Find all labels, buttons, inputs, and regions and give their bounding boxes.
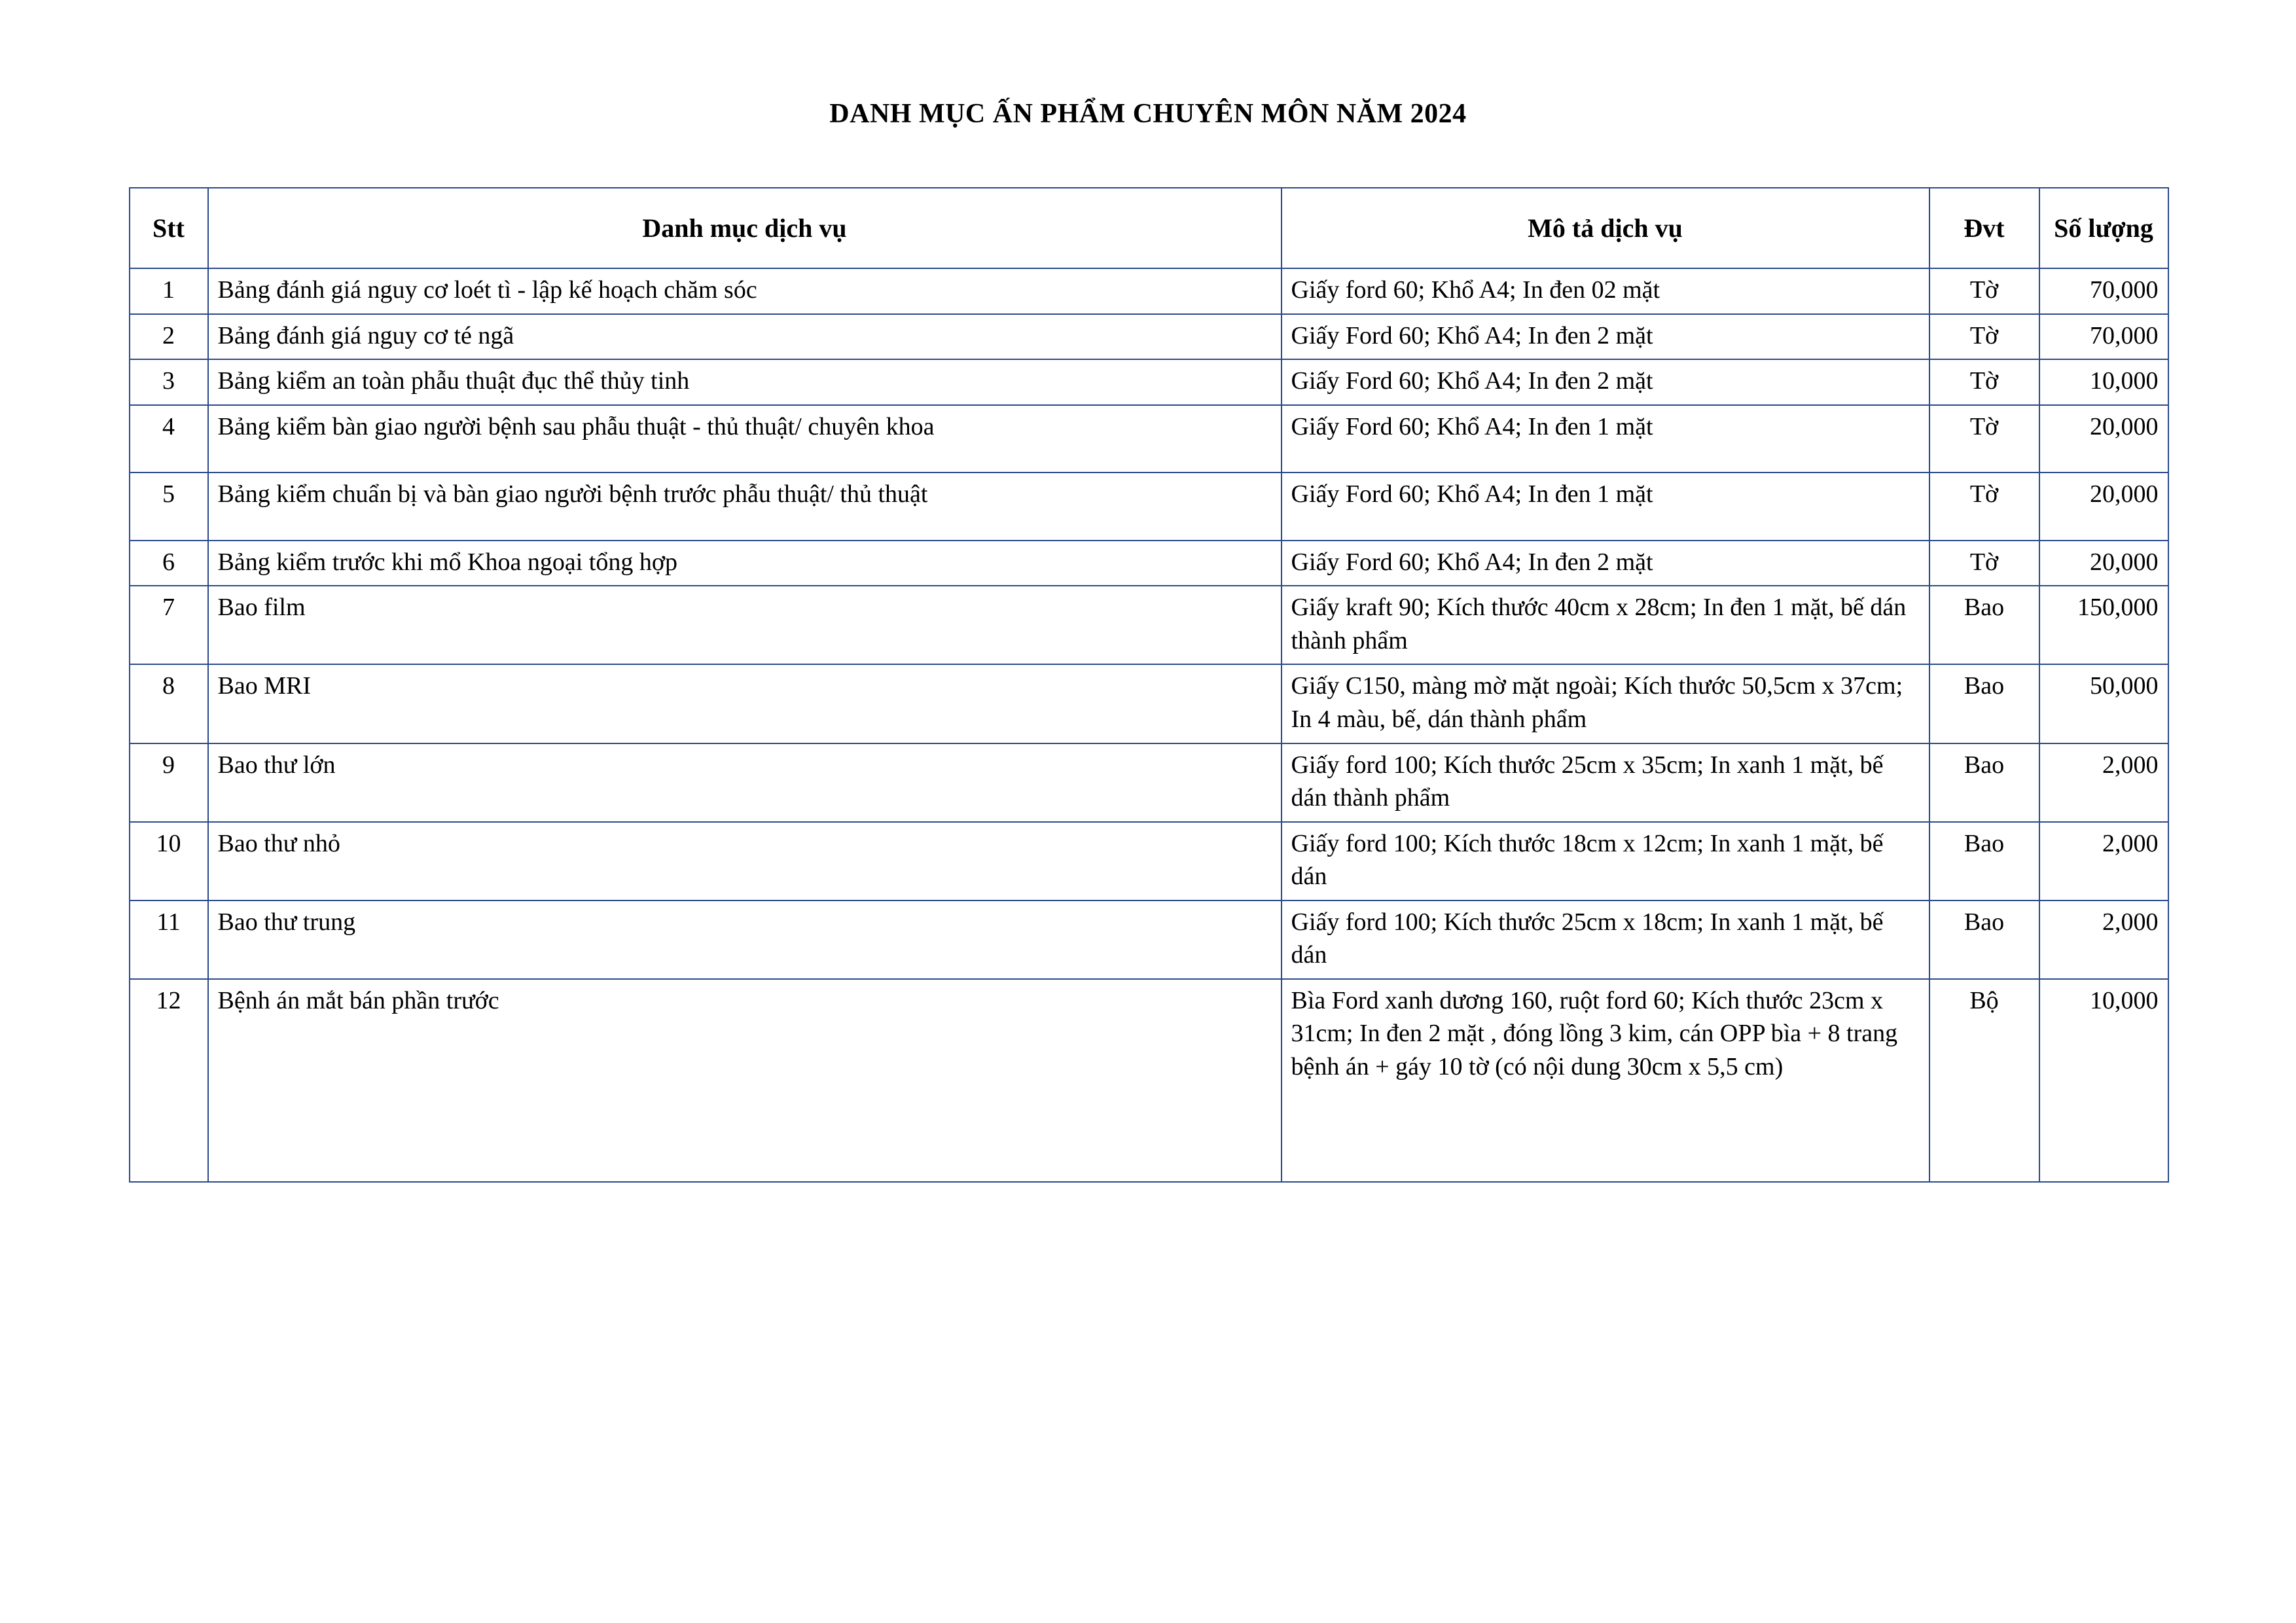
table-row <box>130 541 2168 586</box>
cell-stt: 11 <box>130 901 208 979</box>
table-row <box>130 405 2168 473</box>
cell-name: Bảng đánh giá nguy cơ loét tì - lập kế hoạch chăm sóc <box>208 268 1282 314</box>
catalog-table <box>129 187 2169 1183</box>
page-title: DANH MỤC ẤN PHẨM CHUYÊN MÔN NĂM 2024 <box>829 99 1467 129</box>
cell-unit: Tờ <box>1929 405 2039 473</box>
cell-name: Bảng kiểm bàn giao người bệnh sau phẫu thuật - thủ thuật/ chuyên khoa <box>208 405 1282 473</box>
cell-desc: Giấy ford 100; Kích thước 25cm x 35cm; In xanh 1 mặt, bế dán thành phẩm <box>1282 743 1929 822</box>
table-row <box>130 743 2168 822</box>
cell-desc: Giấy C150, màng mờ mặt ngoài; Kích thước 50,5cm x 37cm; In 4 màu, bế, dán thành phẩm <box>1282 664 1929 743</box>
column-header-qty: Số lượng <box>2039 188 2168 268</box>
cell-name: Bệnh án mắt bán phần trước <box>208 979 1282 1183</box>
cell-desc: Giấy Ford 60; Khổ A4; In đen 2 mặt <box>1282 314 1929 360</box>
cell-name: Bảng kiểm chuẩn bị và bàn giao người bệnh trước phẫu thuật/ thủ thuật <box>208 473 1282 541</box>
cell-stt: 3 <box>130 359 208 405</box>
cell-stt: 5 <box>130 473 208 541</box>
cell-desc: Giấy ford 100; Kích thước 18cm x 12cm; In xanh 1 mặt, bế dán <box>1282 822 1929 901</box>
table-header-row <box>130 188 2168 268</box>
cell-qty: 70,000 <box>2039 268 2168 314</box>
cell-desc: Giấy ford 100; Kích thước 25cm x 18cm; In xanh 1 mặt, bế dán <box>1282 901 1929 979</box>
cell-qty: 50,000 <box>2039 664 2168 743</box>
table-row <box>130 359 2168 405</box>
column-header-unit: Đvt <box>1929 188 2039 268</box>
table-row <box>130 664 2168 743</box>
cell-unit: Tờ <box>1929 541 2039 586</box>
cell-qty: 2,000 <box>2039 901 2168 979</box>
cell-name: Bao thư lớn <box>208 743 1282 822</box>
cell-name: Bao MRI <box>208 664 1282 743</box>
table-row <box>130 901 2168 979</box>
cell-desc: Giấy ford 60; Khổ A4; In đen 02 mặt <box>1282 268 1929 314</box>
cell-desc: Giấy Ford 60; Khổ A4; In đen 1 mặt <box>1282 473 1929 541</box>
cell-stt: 12 <box>130 979 208 1183</box>
cell-qty: 10,000 <box>2039 979 2168 1183</box>
cell-unit: Bao <box>1929 664 2039 743</box>
cell-unit: Bao <box>1929 901 2039 979</box>
cell-qty: 20,000 <box>2039 541 2168 586</box>
cell-unit: Tờ <box>1929 359 2039 405</box>
cell-stt: 7 <box>130 586 208 664</box>
cell-unit: Bao <box>1929 822 2039 901</box>
cell-stt: 1 <box>130 268 208 314</box>
cell-qty: 20,000 <box>2039 473 2168 541</box>
table-row <box>130 979 2168 1183</box>
table-row <box>130 822 2168 901</box>
cell-stt: 6 <box>130 541 208 586</box>
table-row <box>130 314 2168 360</box>
table-row <box>130 586 2168 664</box>
cell-name: Bảng kiểm trước khi mổ Khoa ngoại tổng hợp <box>208 541 1282 586</box>
catalog-table-container <box>129 187 2168 1183</box>
cell-qty: 10,000 <box>2039 359 2168 405</box>
cell-unit: Tờ <box>1929 473 2039 541</box>
cell-desc: Bìa Ford xanh dương 160, ruột ford 60; Kích thước 23cm x 31cm; In đen 2 mặt , đóng lồng 3 kim, cán OPP bìa + 8 trang bệnh án + gáy 10 tờ (có nội dung 30cm x 5,5 cm) <box>1282 979 1929 1183</box>
cell-unit: Tờ <box>1929 314 2039 360</box>
cell-stt: 2 <box>130 314 208 360</box>
cell-name: Bao thư nhỏ <box>208 822 1282 901</box>
column-header-stt: Stt <box>130 188 208 268</box>
cell-qty: 150,000 <box>2039 586 2168 664</box>
column-header-desc: Mô tả dịch vụ <box>1282 188 1929 268</box>
cell-stt: 9 <box>130 743 208 822</box>
cell-qty: 2,000 <box>2039 822 2168 901</box>
cell-stt: 10 <box>130 822 208 901</box>
cell-name: Bao thư trung <box>208 901 1282 979</box>
table-body <box>130 268 2168 1182</box>
cell-qty: 70,000 <box>2039 314 2168 360</box>
table-row <box>130 473 2168 541</box>
cell-qty: 20,000 <box>2039 405 2168 473</box>
cell-qty: 2,000 <box>2039 743 2168 822</box>
cell-unit: Bao <box>1929 586 2039 664</box>
cell-stt: 4 <box>130 405 208 473</box>
cell-unit: Tờ <box>1929 268 2039 314</box>
cell-unit: Bộ <box>1929 979 2039 1183</box>
cell-desc: Giấy Ford 60; Khổ A4; In đen 2 mặt <box>1282 359 1929 405</box>
cell-name: Bảng kiểm an toàn phẫu thuật đục thể thủy tinh <box>208 359 1282 405</box>
cell-desc: Giấy kraft 90; Kích thước 40cm x 28cm; In đen 1 mặt, bế dán thành phẩm <box>1282 586 1929 664</box>
cell-desc: Giấy Ford 60; Khổ A4; In đen 2 mặt <box>1282 541 1929 586</box>
cell-stt: 8 <box>130 664 208 743</box>
cell-desc: Giấy Ford 60; Khổ A4; In đen 1 mặt <box>1282 405 1929 473</box>
cell-name: Bảng đánh giá nguy cơ té ngã <box>208 314 1282 360</box>
table-header <box>130 188 2168 268</box>
cell-name: Bao film <box>208 586 1282 664</box>
cell-unit: Bao <box>1929 743 2039 822</box>
column-header-name: Danh mục dịch vụ <box>208 188 1282 268</box>
table-row <box>130 268 2168 314</box>
